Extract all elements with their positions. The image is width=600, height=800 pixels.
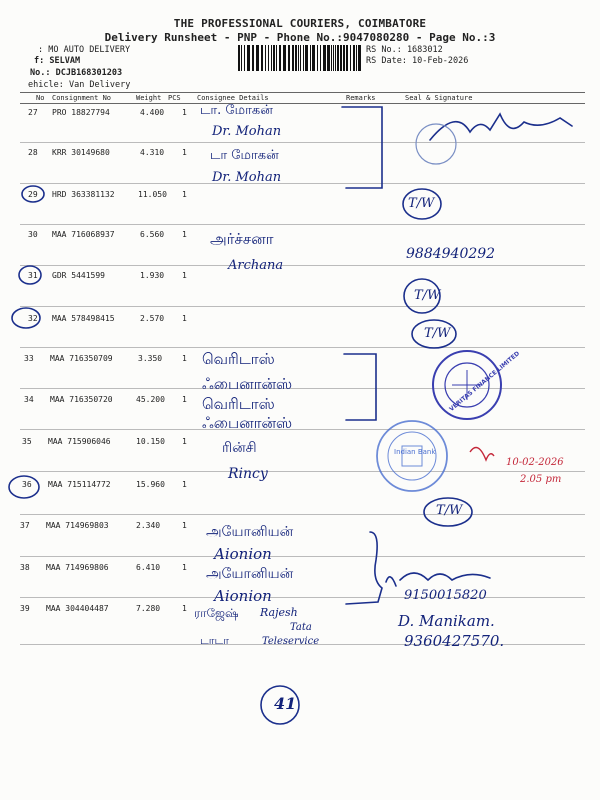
vehicle-line: ehicle: Van Delivery xyxy=(28,80,131,90)
handwritten-consignee: Aionion xyxy=(214,587,272,605)
staff-line: f: SELVAM xyxy=(34,56,81,66)
row-rule xyxy=(20,142,585,143)
handwritten-consignee: டாடா xyxy=(200,634,230,647)
handwritten-page-count: 41 xyxy=(274,694,297,713)
row-weight: 11.050 xyxy=(138,190,167,199)
barcode-bar xyxy=(268,45,269,71)
row-weight: 4.400 xyxy=(140,108,165,117)
table-row xyxy=(0,190,600,202)
red-signature xyxy=(470,448,494,461)
row-weight: 6.560 xyxy=(140,230,165,239)
handwritten-consignee: Rincy xyxy=(228,466,268,482)
row-weight: 6.410 xyxy=(136,563,161,572)
row-pcs: 1 xyxy=(182,108,187,117)
row-rule xyxy=(20,556,585,557)
barcode-bar xyxy=(247,45,250,71)
handwritten-date: 10-02-2026 xyxy=(506,457,564,468)
handwritten-consignee: Teleservice xyxy=(262,636,320,647)
company-title: THE PROFESSIONAL COURIERS, COIMBATORE xyxy=(173,17,427,30)
row-consignment: MAA 715906046 xyxy=(48,437,111,446)
barcode-bar xyxy=(279,45,281,71)
row-pcs: 1 xyxy=(182,271,187,280)
rs-date: RS Date: 10-Feb-2026 xyxy=(366,56,469,66)
barcode-bar xyxy=(273,45,275,71)
barcode-bar xyxy=(283,45,286,71)
vehicle-value: Van Delivery xyxy=(68,80,131,90)
row-no: 29 xyxy=(28,190,38,199)
row-pcs: 1 xyxy=(182,190,187,199)
col-pcs: PCS xyxy=(168,94,181,102)
barcode-bar xyxy=(271,45,272,71)
table-row xyxy=(0,521,600,533)
row-weight: 7.280 xyxy=(136,604,161,613)
row-no: 28 xyxy=(28,148,38,157)
barcode-bar xyxy=(244,45,245,71)
row-rule xyxy=(20,429,585,430)
barcode-bar xyxy=(256,45,259,71)
row-pcs: 1 xyxy=(182,395,187,404)
handwritten-consignee: Dr. Mohan xyxy=(212,124,282,139)
row-pcs: 1 xyxy=(182,314,187,323)
barcode-bar xyxy=(261,45,263,71)
table-row xyxy=(0,563,600,575)
col-seal: Seal & Signature xyxy=(405,94,473,102)
barcode-bar xyxy=(331,45,332,71)
row-rule xyxy=(20,597,585,598)
barcode-bar xyxy=(335,45,336,71)
table-row xyxy=(0,604,600,616)
row-pcs: 1 xyxy=(182,521,187,530)
row-consignment: HRD 363381132 xyxy=(52,190,115,199)
row-rule xyxy=(20,347,585,348)
handwritten-consignee: வெரிடாஸ் xyxy=(202,395,275,413)
barcode-bar xyxy=(356,45,357,71)
handwritten-consignee: ஃபைனான்ஸ் xyxy=(202,414,293,432)
barcode-bar xyxy=(276,45,277,71)
table-row xyxy=(0,437,600,449)
row-consignment: MAA 714969803 xyxy=(46,521,109,530)
barcode-bar xyxy=(238,45,240,71)
barcode-bar xyxy=(292,45,294,71)
row-weight: 2.570 xyxy=(140,314,165,323)
handwritten-consignee: Dr. Mohan xyxy=(212,170,282,185)
handwritten-phone: 9360427570. xyxy=(404,632,505,650)
table-row xyxy=(0,230,600,242)
barcode-bar xyxy=(323,45,326,71)
barcode-bar xyxy=(305,45,308,71)
barcode-bar xyxy=(300,45,301,71)
row-no: 34 xyxy=(24,395,34,404)
row-pcs: 1 xyxy=(182,354,187,363)
table-row xyxy=(0,395,600,407)
barcode-bar xyxy=(340,45,342,71)
barcode-bar xyxy=(288,45,290,71)
table-row xyxy=(0,314,600,326)
row-weight: 45.200 xyxy=(136,395,165,404)
row-no: 39 xyxy=(20,604,30,613)
row-no: 33 xyxy=(24,354,34,363)
bank-stamp-text: Indian Bank xyxy=(394,448,436,456)
row-weight: 10.150 xyxy=(136,437,165,446)
runsheet-no-line: No.: DCJB168301203 xyxy=(30,68,123,78)
handwritten-consignee: டா மோகன் xyxy=(210,148,279,163)
row-consignment: MAA 714969806 xyxy=(46,563,109,572)
handwritten-consignee: அர்ச்சனா xyxy=(210,230,274,248)
barcode-bar xyxy=(353,45,355,71)
row-consignment: MAA 716350709 xyxy=(50,354,113,363)
staff-value: SELVAM xyxy=(49,56,81,66)
row-weight: 3.350 xyxy=(138,354,163,363)
col-consignment: Consignment No xyxy=(52,94,112,102)
barcode xyxy=(238,45,362,71)
veritas-stamp-text: VERITAS FINANCE LIMITED xyxy=(448,350,522,413)
branch-value: MO AUTO DELIVERY xyxy=(48,45,131,55)
row-consignment: MAA 715114772 xyxy=(48,480,111,489)
row-pcs: 1 xyxy=(182,148,187,157)
row-consignment: MAA 716068937 xyxy=(52,230,115,239)
table-row xyxy=(0,148,600,160)
header-bottom-rule xyxy=(20,103,585,104)
row-consignment: MAA 578498415 xyxy=(52,314,115,323)
row-weight: 4.310 xyxy=(140,148,165,157)
handwritten-phone: 9884940292 xyxy=(406,246,496,262)
row-no: 32 xyxy=(28,314,38,323)
row-pcs: 1 xyxy=(182,480,187,489)
barcode-bar xyxy=(303,45,304,71)
handwritten-consignee: ராஜேஷ் xyxy=(194,606,239,620)
row-no: 30 xyxy=(28,230,38,239)
branch-line: : MO AUTO DELIVERY xyxy=(38,45,131,55)
table-row xyxy=(0,271,600,283)
header-top-rule xyxy=(20,92,585,93)
barcode-bar xyxy=(343,45,345,71)
handwritten-consignee: டா. மோகன் xyxy=(200,103,273,118)
handwritten-consignee: Tata xyxy=(290,622,312,633)
handwritten-tw-mark: T/W xyxy=(424,326,451,341)
row-pcs: 1 xyxy=(182,604,187,613)
barcode-bar xyxy=(317,45,318,71)
barcode-bar xyxy=(241,45,242,71)
handwritten-tw-mark: T/W xyxy=(436,503,463,518)
row-pcs: 1 xyxy=(182,230,187,239)
handwritten-consignee: ரின்சி xyxy=(222,440,257,456)
row-consignment: KRR 30149680 xyxy=(52,148,110,157)
col-no: No xyxy=(36,94,45,102)
row-weight: 1.930 xyxy=(140,271,165,280)
barcode-bar xyxy=(295,45,297,71)
col-remarks: Remarks xyxy=(346,94,376,102)
row-consignment: PRO 18827794 xyxy=(52,108,110,117)
row-no: 27 xyxy=(28,108,38,117)
runsheet-no-value: DCJB168301203 xyxy=(55,68,123,78)
handwritten-consignee: வெரிடாஸ் xyxy=(202,350,275,368)
handwritten-time: 2.05 pm xyxy=(520,474,562,485)
barcode-bar xyxy=(265,45,266,71)
handwritten-consignee: அயோனியன் xyxy=(206,566,294,582)
handwritten-consignee: Rajesh xyxy=(260,606,298,619)
barcode-bar xyxy=(358,45,361,71)
row-rule xyxy=(20,265,585,266)
barcode-bar xyxy=(333,45,334,71)
col-weight: Weight xyxy=(136,94,162,102)
runsheet-subtitle: Delivery Runsheet - PNP - Phone No.:9047080280 - Page No.:3 xyxy=(104,31,496,44)
rs-no: RS No.: 1683012 xyxy=(366,45,443,55)
barcode-bar xyxy=(298,45,299,71)
handwritten-phone: 9150015820 xyxy=(404,588,487,603)
table-row xyxy=(0,480,600,492)
row-pcs: 1 xyxy=(182,437,187,446)
row-no: 37 xyxy=(20,521,30,530)
row-no: 31 xyxy=(28,271,38,280)
handwritten-consignee: Aionion xyxy=(214,545,272,563)
row-consignment: MAA 716350720 xyxy=(50,395,113,404)
row-weight: 15.960 xyxy=(136,480,165,489)
handwritten-consignee: Archana xyxy=(228,258,284,273)
row-no: 35 xyxy=(22,437,32,446)
row-rule xyxy=(20,224,585,225)
row-consignment: MAA 304404487 xyxy=(46,604,109,613)
handwritten-consignee: அயோனியன் xyxy=(206,524,294,540)
handwritten-receiver-name: D. Manikam. xyxy=(398,612,495,630)
handwritten-consignee: ஃபைனான்ஸ் xyxy=(202,375,293,393)
row-weight: 2.340 xyxy=(136,521,161,530)
row-consignment: GDR 5441599 xyxy=(52,271,105,280)
barcode-bar xyxy=(350,45,351,71)
barcode-bar xyxy=(337,45,339,71)
barcode-bar xyxy=(320,45,321,71)
barcode-bar xyxy=(312,45,315,71)
barcode-bar xyxy=(327,45,330,71)
row-rule xyxy=(20,183,585,184)
barcode-bar xyxy=(252,45,254,71)
row-pcs: 1 xyxy=(182,563,187,572)
handwritten-tw-mark: T/W xyxy=(408,196,435,211)
row-no: 36 xyxy=(22,480,32,489)
row-rule xyxy=(20,388,585,389)
table-row xyxy=(0,108,600,120)
row-no: 38 xyxy=(20,563,30,572)
barcode-bar xyxy=(346,45,348,71)
row-rule xyxy=(20,471,585,472)
row-rule xyxy=(20,514,585,515)
row-rule xyxy=(20,306,585,307)
handwritten-tw-mark: T/W xyxy=(414,288,441,303)
col-consignee: Consignee Details xyxy=(197,94,269,102)
barcode-bar xyxy=(310,45,311,71)
